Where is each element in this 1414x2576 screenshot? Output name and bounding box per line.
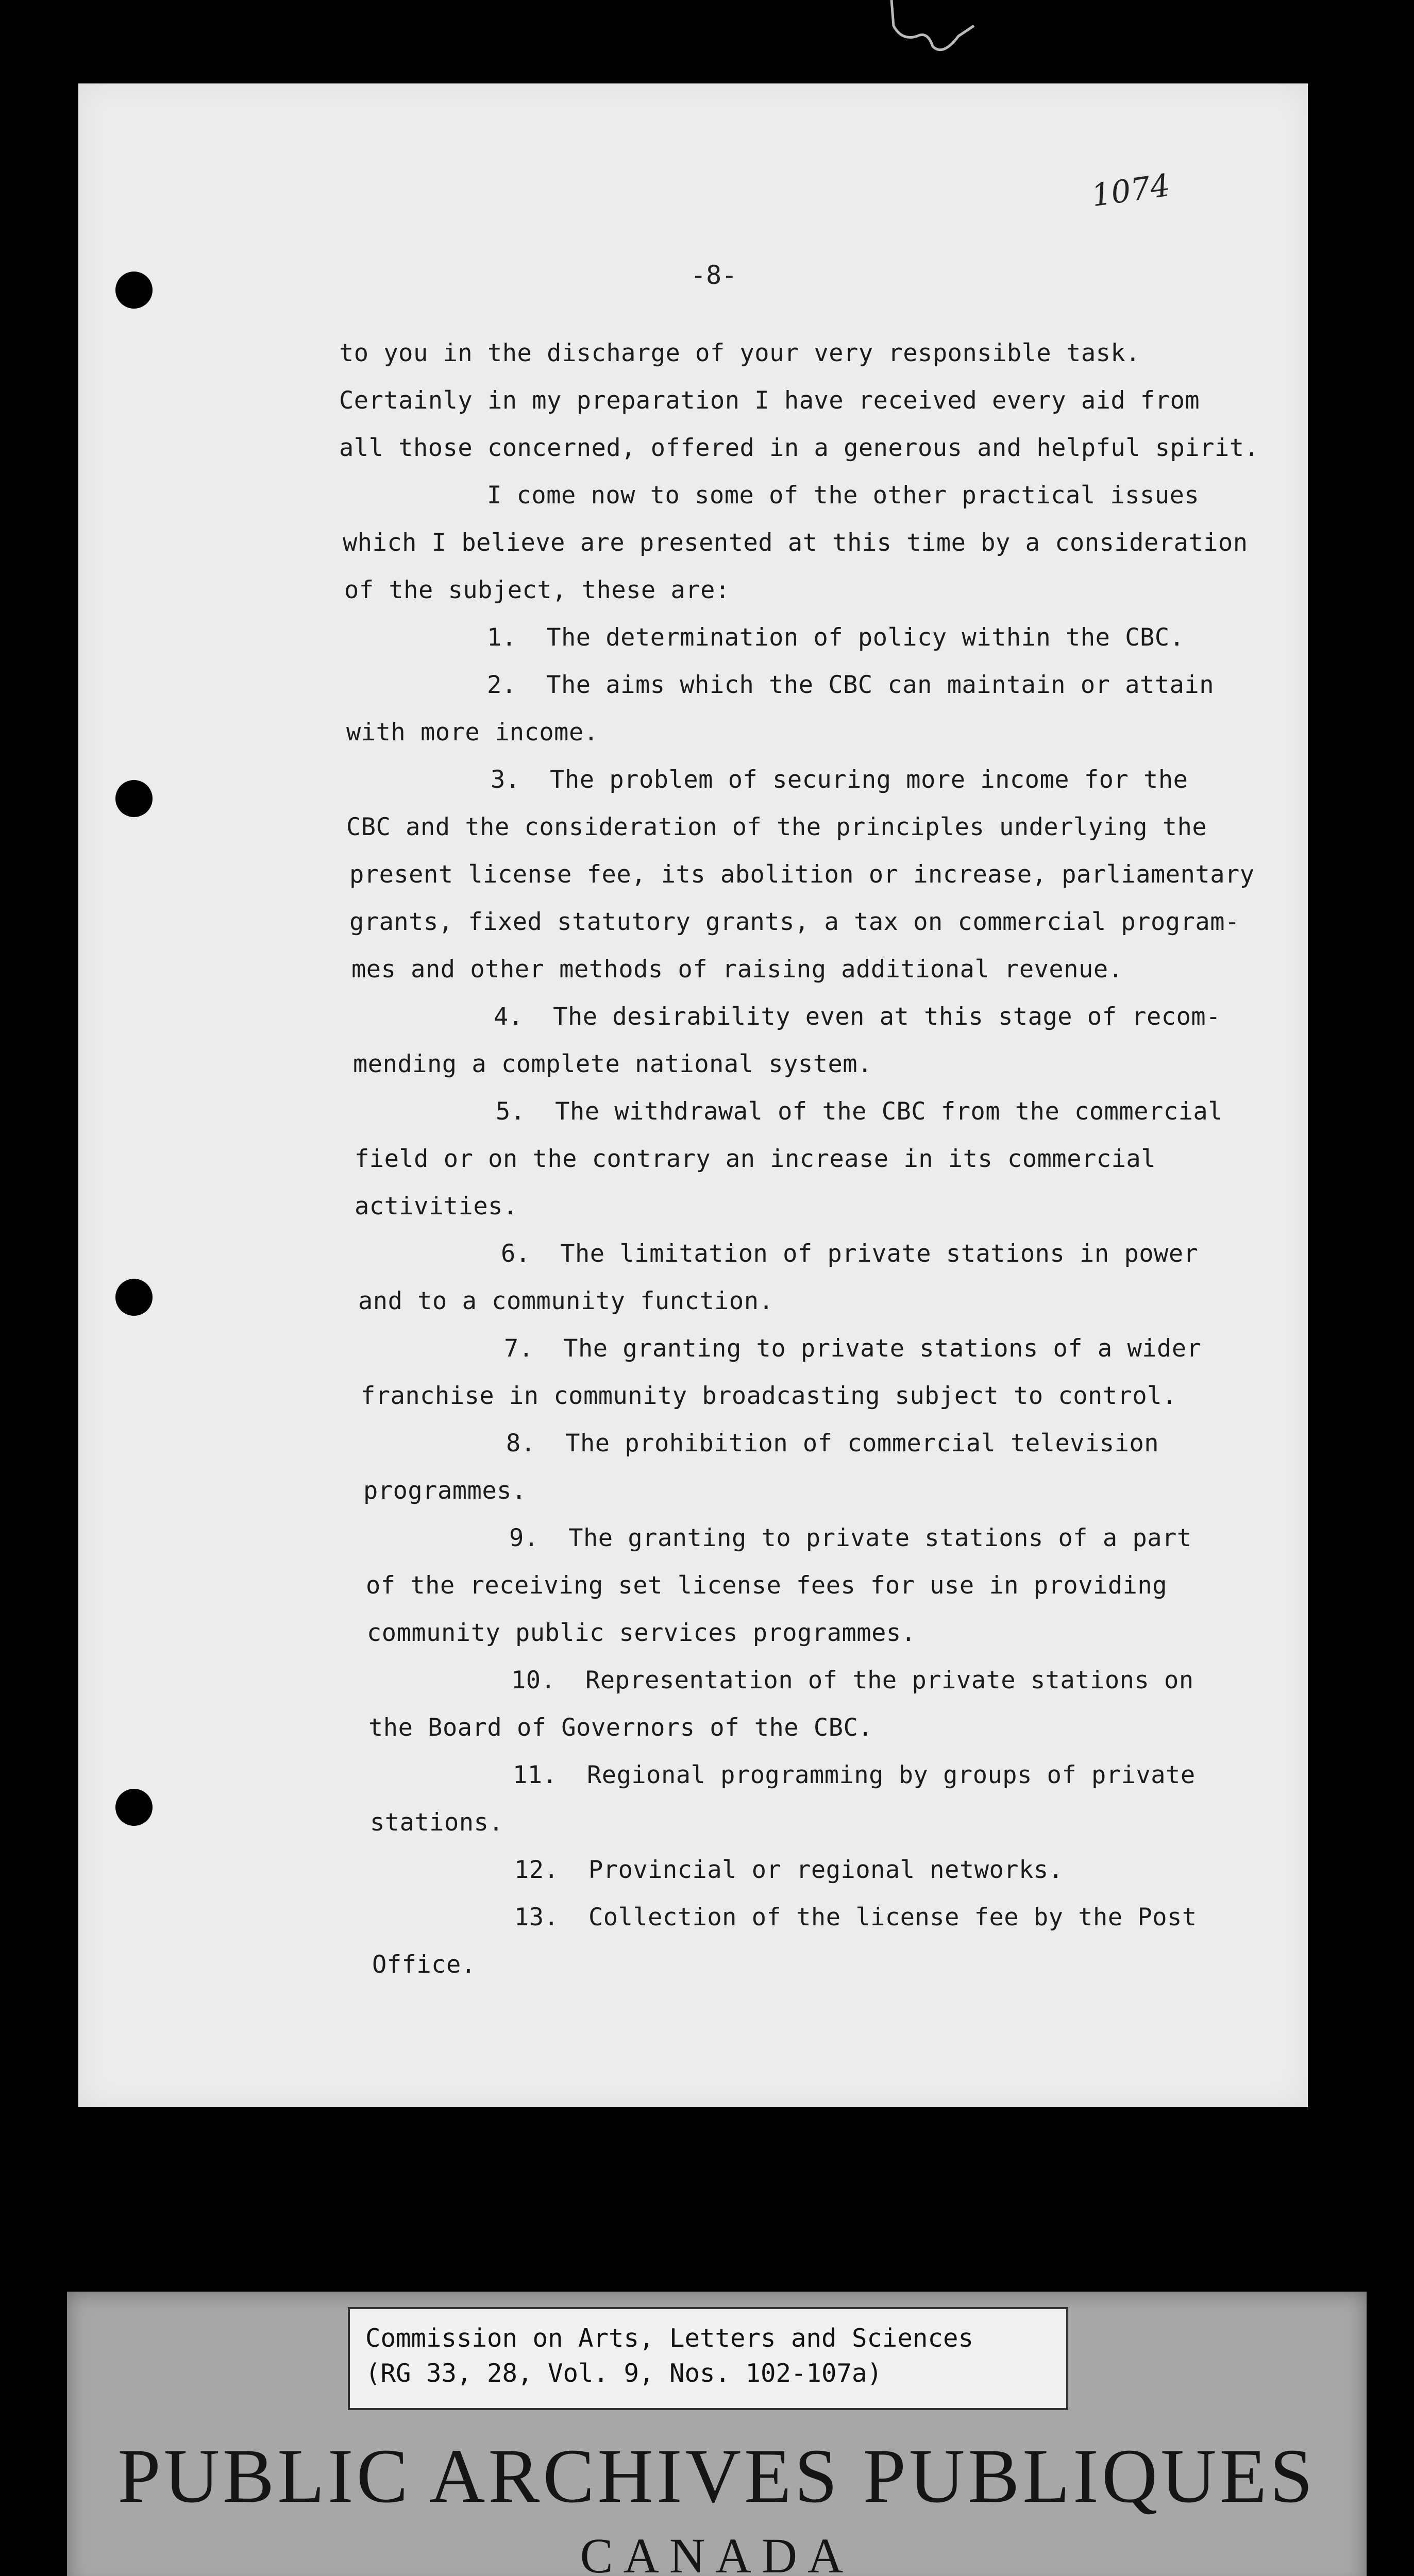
text-line: 2. The aims which the CBC can maintain or attain [487,671,1215,699]
text-line: CBC and the consideration of the principles underlying the [346,813,1207,841]
text-line: mending a complete national system. [353,1050,872,1078]
text-line: 13. Collection of the license fee by the Post [514,1903,1197,1931]
text-line: with more income. [346,718,599,747]
text-line: the Board of Governors of the CBC. [368,1714,873,1742]
text-line: programmes. [363,1477,527,1505]
text-line: 4. The desirability even at this stage of recom- [494,1003,1221,1031]
text-line: community public services programmes. [367,1619,916,1647]
text-line: grants, fixed statutory grants, a tax on commercial program- [349,908,1240,936]
text-line: 12. Provincial or regional networks. [514,1856,1064,1884]
pen-mark [881,0,979,62]
reference-line-2: (RG 33, 28, Vol. 9, Nos. 102-107a) [365,2359,883,2388]
reference-stamp [348,2307,1068,2410]
archives-subtitle: CANADA [580,2528,854,2576]
text-line: of the subject, these are: [344,576,730,604]
text-line: activities. [355,1192,518,1221]
reference-line-1: Commission on Arts, Letters and Sciences [365,2324,974,2353]
archives-title: PUBLIC ARCHIVES PUBLIQUES [117,2433,1316,2519]
text-line: 5. The withdrawal of the CBC from the commercial [496,1097,1223,1126]
text-line: mes and other methods of raising additional revenue. [351,955,1123,984]
text-line: which I believe are presented at this time by a consideration [343,529,1248,557]
text-line: franchise in community broadcasting subject to control. [361,1382,1177,1410]
text-line: 7. The granting to private stations of a wider [504,1334,1202,1363]
punch-hole [115,272,153,309]
text-line: and to a community function. [358,1287,774,1315]
text-line: 10. Representation of the private stations on [511,1666,1194,1694]
text-line: I come now to some of the other practical issues [487,481,1200,510]
text-line: 9. The granting to private stations of a part [509,1524,1192,1552]
punch-hole [115,1789,153,1826]
text-line: Office. [372,1951,476,1979]
text-line: stations. [370,1808,504,1837]
text-line: 8. The prohibition of commercial television [506,1429,1159,1458]
text-line: 6. The limitation of private stations in power [501,1240,1199,1268]
text-line: field or on the contrary an increase in its commercial [355,1145,1156,1173]
text-line: to you in the discharge of your very responsible task. [339,339,1141,367]
punch-hole [115,1279,153,1316]
text-line: 11. Regional programming by groups of private [513,1761,1196,1789]
text-line: Certainly in my preparation I have received every aid from [339,386,1200,415]
punch-hole [115,780,153,817]
text-line: present license fee, its abolition or increase, parliamentary [349,860,1255,889]
page-number: -8- [691,260,737,290]
folio-number: 1074 [1089,167,1172,214]
text-line: 1. The determination of policy within the CBC. [487,623,1185,652]
text-line: 3. The problem of securing more income for the [491,766,1188,794]
text-line: of the receiving set license fees for use in providing [366,1571,1168,1600]
text-line: all those concerned, offered in a generous and helpful spirit. [339,434,1259,462]
